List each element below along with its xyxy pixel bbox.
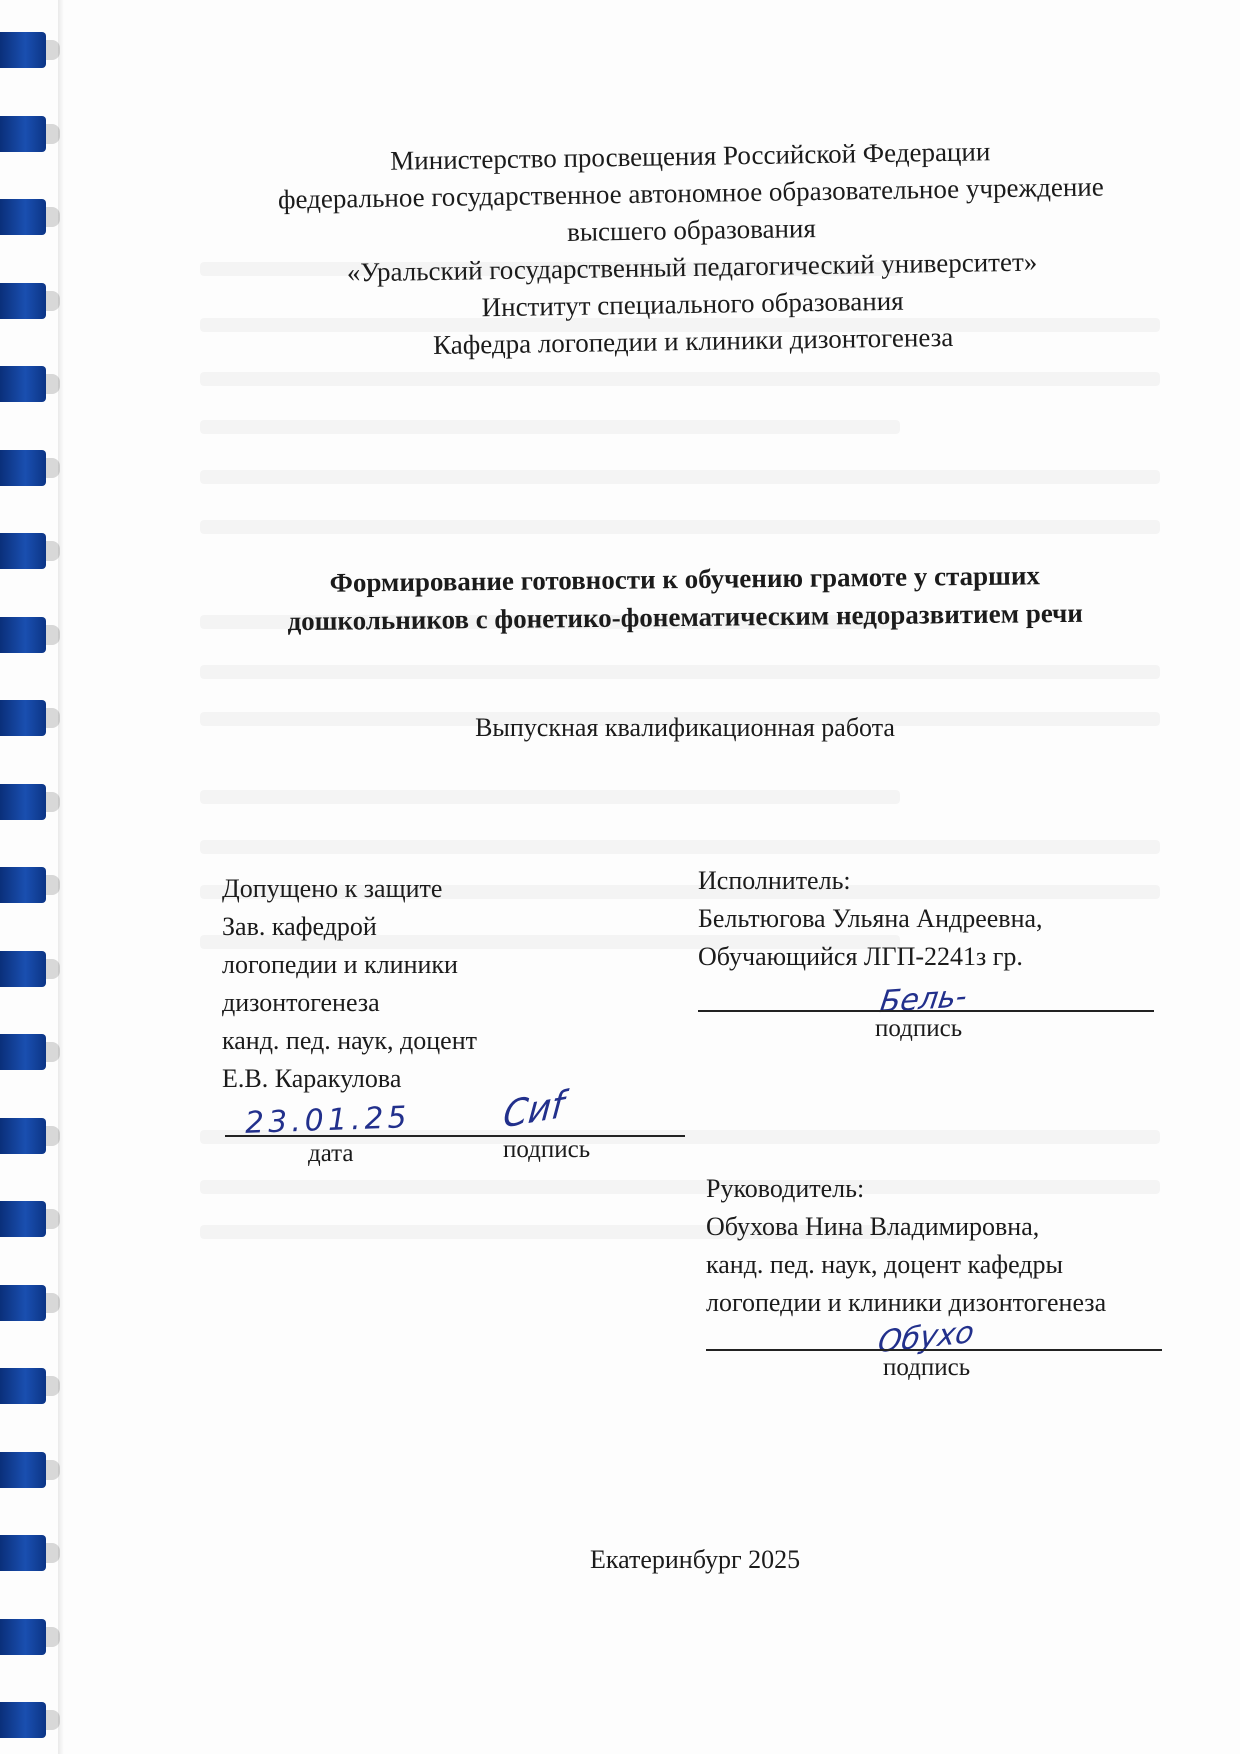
executor-label: Исполнитель: xyxy=(698,866,851,895)
institution-header xyxy=(190,130,1193,368)
binding-ring xyxy=(0,700,46,736)
binding-ring xyxy=(0,1535,46,1571)
executor-name: Бельтюгова Ульяна Андреевна, xyxy=(698,904,1043,933)
binding-ring xyxy=(0,1118,46,1154)
supervisor-department: логопедии и клиники дизонтогенеза xyxy=(706,1288,1107,1317)
supervisor-degree: канд. пед. наук, доцент кафедры xyxy=(706,1250,1064,1279)
admission-signature-handwritten: Сиf xyxy=(501,1084,566,1137)
bleed-through-line xyxy=(200,840,1160,854)
bleed-through-line xyxy=(200,420,900,434)
admission-line-6: Е.В. Каракулова xyxy=(222,1064,402,1093)
binding-ring xyxy=(0,116,46,152)
bleed-through-line xyxy=(200,520,1160,534)
binding-ring xyxy=(0,366,46,402)
supervisor-label: Руководитель: xyxy=(706,1174,865,1203)
binding-ring xyxy=(0,784,46,820)
supervisor-block xyxy=(706,1170,1106,1322)
admission-signature-line xyxy=(225,1135,685,1137)
page-edge-shadow xyxy=(58,0,64,1754)
work-type: Выпускная квалификационная работа xyxy=(475,713,895,742)
thesis-title-line-2: дошкольников с фонетико-фонематическим недоразвитием речи xyxy=(287,597,1084,637)
supervisor-signature-line xyxy=(706,1349,1162,1351)
binding-ring xyxy=(0,533,46,569)
executor-group: Обучающийся ЛГП-2241з гр. xyxy=(698,942,1023,971)
date-caption: дата xyxy=(308,1140,354,1167)
binding-ring xyxy=(0,867,46,903)
executor-block xyxy=(698,862,1043,976)
binding-ring xyxy=(0,1619,46,1655)
binding-ring xyxy=(0,450,46,486)
binding-ring xyxy=(0,199,46,235)
supervisor-signature-handwritten: Обухо xyxy=(875,1314,977,1361)
admission-line-5: канд. пед. наук, доцент xyxy=(222,1026,477,1055)
supervisor-signature-caption: подпись xyxy=(883,1354,971,1381)
education-level-line: высшего образования xyxy=(566,213,817,247)
bleed-through-line xyxy=(200,790,900,804)
bleed-through-line xyxy=(200,372,1160,386)
binding-ring xyxy=(0,32,46,68)
ministry-line: Министерство просвещения Российской Федерации xyxy=(390,136,991,176)
bleed-through-line xyxy=(200,470,1160,484)
admission-signature-caption: подпись xyxy=(503,1136,591,1163)
institute-line: Институт специального образования xyxy=(481,285,904,323)
thesis-title xyxy=(190,555,1181,641)
binding-ring xyxy=(0,283,46,319)
binding-ring xyxy=(0,951,46,987)
admission-line-4: дизонтогенеза xyxy=(222,988,380,1017)
admission-block xyxy=(222,870,692,1098)
city-year: Екатеринбург 2025 xyxy=(590,1545,801,1574)
binding-ring xyxy=(0,1452,46,1488)
binding-ring xyxy=(0,1702,46,1738)
supervisor-name: Обухова Нина Владимировна, xyxy=(706,1212,1040,1241)
admission-line-2: Зав. кафедрой xyxy=(222,912,377,941)
binding-ring xyxy=(0,1201,46,1237)
binding-ring xyxy=(0,1368,46,1404)
executor-signature-caption: подпись xyxy=(875,1015,963,1042)
binding-ring xyxy=(0,1285,46,1321)
university-name-line: «Уральский государственный педагогический университет» xyxy=(346,246,1038,288)
executor-signature-handwritten: Бель- xyxy=(877,978,970,1021)
thesis-title-line-1: Формирование готовности к обучению грамоте у старших xyxy=(329,560,1041,598)
admission-line-3: логопедии и клиники xyxy=(222,950,458,979)
department-line: Кафедра логопедии и клиники дизонтогенеза xyxy=(432,321,954,361)
institution-type-line: федеральное государственное автономное образовательное учреждение xyxy=(277,171,1104,215)
spiral-binding xyxy=(0,0,80,1754)
bleed-through-line xyxy=(200,665,1160,679)
admission-date-handwritten: 23.01.25 xyxy=(244,1100,412,1141)
binding-ring xyxy=(0,617,46,653)
executor-signature-line xyxy=(698,1010,1154,1012)
admission-line-1: Допущено к защите xyxy=(222,874,443,903)
binding-ring xyxy=(0,1034,46,1070)
